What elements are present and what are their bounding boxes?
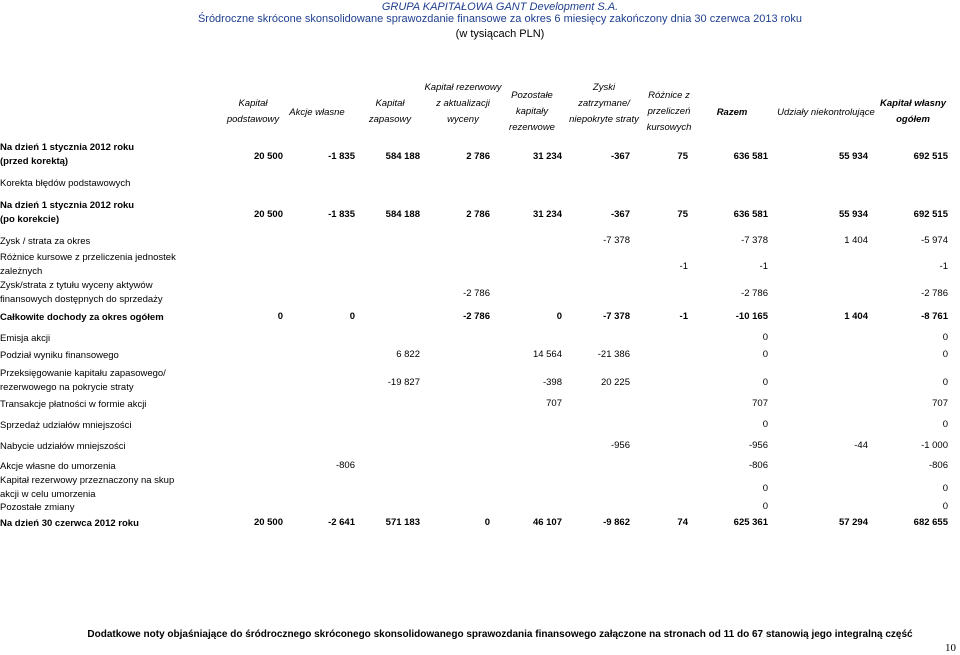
table-cell: 636 581 <box>733 151 768 162</box>
footer-note: Dodatkowe noty objaśniające do śródrocznego skróconego skonsolidowanego sprawozdania finansowego załączone na stronach od 11 do 67 stanowią jego integralną część <box>87 629 913 640</box>
table-cell: 20 500 <box>253 209 283 220</box>
table-cell: 20 225 <box>600 377 630 388</box>
table-cell: 0 <box>762 419 768 430</box>
table-cell: -1 835 <box>328 151 355 162</box>
table-cell: 0 <box>942 419 948 430</box>
table-cell: 55 934 <box>838 209 868 220</box>
row-label: Pozostałe zmiany <box>0 502 75 513</box>
table-cell: 0 <box>942 377 948 388</box>
table-cell: 74 <box>677 517 688 528</box>
table-cell: -7 378 <box>741 235 768 246</box>
company-name: GRUPA KAPITAŁOWA GANT Development S.A. <box>381 1 619 13</box>
table-cell: -19 827 <box>387 377 420 388</box>
table-cell: -1 <box>939 261 948 272</box>
table-cell: 0 <box>762 483 768 494</box>
table-cell: 20 500 <box>253 517 283 528</box>
row-label: Transakcje płatności w formie akcji <box>0 399 147 410</box>
table-cell: 2 786 <box>466 209 490 220</box>
row-label: Różnice kursowe z przeliczenia jednostek zależnych <box>0 252 176 277</box>
row-label: Emisja akcji <box>0 333 51 344</box>
table-cell: 625 361 <box>733 517 768 528</box>
table-cell: 1 404 <box>844 311 868 322</box>
column-header: Kapitał rezerwowy z aktualizacji wyceny <box>424 82 502 125</box>
table-cell: -7 378 <box>603 311 630 322</box>
column-header: Akcje własne <box>289 107 345 118</box>
table-cell: -1 835 <box>328 209 355 220</box>
table-cell: 57 294 <box>838 517 868 528</box>
row-label: Sprzedaż udziałów mniejszości <box>0 420 132 431</box>
table-cell: -1 000 <box>921 440 948 451</box>
row-label: Zysk/strata z tytułu wyceny aktywów finansowych dostępnych do sprzedaży <box>0 280 163 305</box>
table-cell: -806 <box>928 460 948 471</box>
table-cell: -10 165 <box>735 311 768 322</box>
row-label: Przeksięgowanie kapitału zapasowego/ rezerwowego na pokrycie straty <box>0 368 166 393</box>
row-label: Korekta błędów podstawowych <box>0 178 131 189</box>
table-cell: -1 <box>759 261 768 272</box>
table-cell: 707 <box>752 398 768 409</box>
table-cell: -5 974 <box>921 235 948 246</box>
column-header: Zyski zatrzymane/ niepokryte straty <box>569 82 639 125</box>
row-label: Kapitał rezerwowy przeznaczony na skup akcji w celu umorzenia <box>0 475 175 500</box>
column-header: Kapitał własny ogółem <box>880 98 946 125</box>
table-cell: 75 <box>677 151 688 162</box>
column-header: Różnice z przeliczeń kursowych <box>646 90 692 133</box>
table-cell: -956 <box>748 440 768 451</box>
column-header: Kapitał podstawowy <box>226 98 280 125</box>
table-cell: 584 188 <box>385 209 420 220</box>
table-cell: -2 786 <box>921 288 948 299</box>
table-cell: 571 183 <box>385 517 420 528</box>
table-cell: -21 386 <box>597 349 630 360</box>
table-cell: -9 862 <box>603 517 630 528</box>
table-cell: 0 <box>942 349 948 360</box>
table-cell: -2 786 <box>463 288 490 299</box>
table-cell: 692 515 <box>913 151 948 162</box>
table-cell: 0 <box>762 332 768 343</box>
row-label: Akcje własne do umorzenia <box>0 461 116 472</box>
table-cell: -806 <box>748 460 768 471</box>
table-cell: 0 <box>277 311 283 322</box>
table-cell: 6 822 <box>396 349 420 360</box>
column-header: Kapitał zapasowy <box>368 98 412 125</box>
table-cell: 707 <box>546 398 562 409</box>
table-cell: 31 234 <box>532 151 562 162</box>
page-number: 10 <box>945 642 956 654</box>
table-cell: -2 786 <box>463 311 490 322</box>
table-cell: -2 641 <box>328 517 355 528</box>
table-cell: 46 107 <box>532 517 562 528</box>
table-cell: 682 655 <box>913 517 948 528</box>
table-cell: 0 <box>762 377 768 388</box>
row-label: Na dzień 1 stycznia 2012 roku (po korekcie) <box>0 200 135 225</box>
table-cell: 2 786 <box>466 151 490 162</box>
table-cell: 0 <box>349 311 355 322</box>
table-cell: 55 934 <box>838 151 868 162</box>
row-label: Zysk / strata za okres <box>0 236 91 247</box>
table-cell: 14 564 <box>532 349 562 360</box>
table-cell: 0 <box>484 517 490 528</box>
table-cell: -367 <box>610 151 630 162</box>
table-cell: 75 <box>677 209 688 220</box>
table-cell: -1 <box>679 311 688 322</box>
table-cell: -2 786 <box>741 288 768 299</box>
units-note: (w tysiącach PLN) <box>455 28 545 40</box>
table-cell: -956 <box>610 440 630 451</box>
column-header: Razem <box>716 107 748 118</box>
column-header: Udziały niekontrolujące <box>777 107 875 118</box>
table-cell: -8 761 <box>921 311 948 322</box>
column-header: Pozostałe kapitały rezerwowe <box>509 90 555 133</box>
table-cell: 0 <box>942 501 948 512</box>
table-cell: 0 <box>762 349 768 360</box>
table-cell: -806 <box>335 460 355 471</box>
row-label: Podział wyniku finansowego <box>0 350 119 361</box>
row-label: Na dzień 1 stycznia 2012 roku (przed korektą) <box>0 142 135 167</box>
row-label: Całkowite dochody za okres ogółem <box>0 312 164 323</box>
table-cell: 0 <box>942 483 948 494</box>
table-cell: 0 <box>556 311 562 322</box>
table-cell: -7 378 <box>603 235 630 246</box>
table-cell: 707 <box>932 398 948 409</box>
table-cell: -44 <box>854 440 868 451</box>
table-cell: -367 <box>610 209 630 220</box>
table-cell: 20 500 <box>253 151 283 162</box>
statement-title: Śródroczne skrócone skonsolidowane sprawozdanie finansowe za okres 6 miesięcy zakończony dnia 30 czerwca 2013 roku <box>197 13 803 25</box>
table-cell: 1 404 <box>844 235 868 246</box>
table-cell: 0 <box>762 501 768 512</box>
table-cell: 636 581 <box>733 209 768 220</box>
table-cell: 31 234 <box>532 209 562 220</box>
table-cell: -398 <box>542 377 562 388</box>
table-cell: 0 <box>942 332 948 343</box>
table-cell: -1 <box>679 261 688 272</box>
row-label: Na dzień 30 czerwca 2012 roku <box>0 518 139 529</box>
table-cell: 692 515 <box>913 209 948 220</box>
row-label: Nabycie udziałów mniejszości <box>0 441 126 452</box>
table-cell: 584 188 <box>385 151 420 162</box>
